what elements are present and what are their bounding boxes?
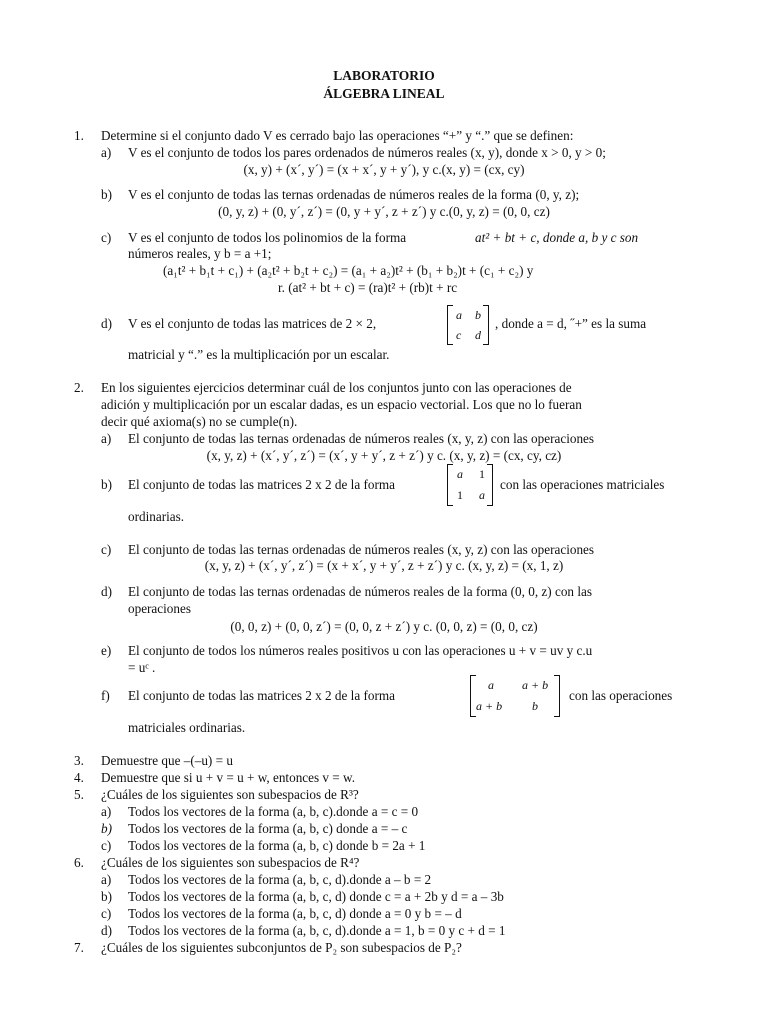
- matrix-cell: b: [532, 699, 538, 713]
- q2f-matrix: [470, 675, 560, 717]
- q6-text: ¿Cuáles de los siguientes son subespacios de R⁴?: [101, 855, 360, 870]
- q2b-matrix: [447, 464, 493, 506]
- q1c-label: c): [101, 230, 112, 245]
- q2a-operations: (x, y, z) + (x´, y´, z´) = (x´, y + y´, z + z´) y c. (x, y, z) = (cx, cy, cz): [206, 448, 562, 463]
- q5a-text: Todos los vectores de la forma (a, b, c).donde a = c = 0: [128, 804, 419, 819]
- q2f-label: f): [101, 688, 110, 703]
- bracket-right: [487, 464, 493, 506]
- q6c-text: Todos los vectores de la forma (a, b, c, d) donde a = 0 y b = – d: [128, 906, 462, 921]
- bracket-right: [554, 675, 560, 717]
- q5b-text: Todos los vectores de la forma (a, b, c) donde a = – c: [128, 821, 408, 836]
- q5b-label: b): [101, 821, 112, 836]
- q2c-text: El conjunto de todas las ternas ordenadas de números reales (x, y, z) con las operaciones: [128, 542, 595, 557]
- q1b-operations: (0, y, z) + (0, y´, z´) = (0, y + y´, z + z´) y c.(0, y, z) = (0, 0, cz): [218, 204, 550, 219]
- q1a-text: V es el conjunto de todos los pares ordenados de números reales (x, y), donde x > 0, y > 0;: [128, 145, 606, 160]
- q2e-text-2: = uᶜ .: [128, 660, 156, 675]
- q2c-operations: (x, y, z) + (x´, y´, z´) = (x + x´, y + y´, z + z´) y c. (x, y, z) = (x, 1, z): [204, 558, 564, 573]
- matrix-cell: b: [475, 308, 481, 322]
- q2e-text-1: El conjunto de todos los números reales positivos u con las operaciones u + v = uv y c.u: [128, 643, 593, 658]
- q1d-text-b: , donde a = d, ˝+” es la suma: [495, 316, 647, 331]
- q3-text: Demuestre que –(–u) = u: [101, 753, 233, 768]
- q2d-text-2: operaciones: [128, 601, 191, 616]
- q6b-label: b): [101, 889, 112, 904]
- q6a-label: a): [101, 872, 112, 887]
- matrix-cell: a: [479, 488, 485, 502]
- q1c-text-2: números reales, y b = a +1;: [128, 246, 272, 261]
- q5-number: 5.: [74, 787, 84, 802]
- q2-number: 2.: [74, 380, 84, 395]
- title-laboratorio: LABORATORIO: [333, 68, 435, 83]
- q2b-text-after: con las operaciones matriciales: [500, 477, 665, 492]
- q2f-text: El conjunto de todas las matrices 2 x 2 de la forma: [128, 688, 395, 703]
- q1b-label: b): [101, 187, 112, 202]
- q2d-text-1: El conjunto de todas las ternas ordenadas de números reales de la forma (0, 0, z) con las: [128, 584, 592, 599]
- q5c-label: c): [101, 838, 112, 853]
- matrix-cell: a: [456, 308, 462, 322]
- matrix-cell: c: [456, 328, 462, 342]
- q2d-operations: (0, 0, z) + (0, 0, z´) = (0, 0, z + z´) y c. (0, 0, z) = (0, 0, cz): [230, 619, 538, 634]
- q1-statement: Determine si el conjunto dado V es cerrado bajo las operaciones “+” y “.” que se definen:: [101, 128, 574, 143]
- q1d-text-2: matricial y “.” es la multiplicación por un escalar.: [128, 347, 390, 362]
- bracket-left: [447, 464, 453, 506]
- q2-line-1: En los siguientes ejercicios determinar cuál de los conjuntos junto con las operaciones de: [101, 380, 572, 395]
- q2-line-3: decir qué axioma(s) no se cumple(n).: [101, 414, 298, 429]
- q1d-text-a: V es el conjunto de todas las matrices de 2 × 2,: [128, 316, 377, 331]
- q2a-label: a): [101, 431, 112, 446]
- title-algebra-lineal: ÁLGEBRA LINEAL: [323, 86, 445, 101]
- q1d-matrix: [447, 305, 489, 345]
- q2f-text-after: con las operaciones: [569, 688, 673, 703]
- q1c-text-b: at² + bt + c, donde a, b y c son: [475, 230, 639, 245]
- q1c-operations-1: (a₁t² + b₁t + c₁) + (a₂t² + b₂t + c₂) = (a₁ + a₂)t² + (b₁ + b₂)t + (c₁ + c₂) y: [163, 263, 534, 278]
- matrix-cell: a: [488, 678, 494, 692]
- matrix-cell: a: [457, 467, 463, 481]
- matrix-cell: 1: [479, 467, 485, 481]
- q2-line-2: adición y multiplicación por un escalar dadas, es un espacio vectorial. Los que no lo fueran: [101, 397, 582, 412]
- matrix-cell: d: [475, 328, 481, 342]
- q5-text: ¿Cuáles de los siguientes son subespacios de R³?: [101, 787, 359, 802]
- q4-text: Demuestre que si u + v = u + w, entonces v = w.: [101, 770, 356, 785]
- matrix-cell: a + b: [522, 678, 549, 692]
- matrix-cell: 1: [457, 488, 463, 502]
- q2f-text-2: matriciales ordinarias.: [128, 720, 246, 735]
- q1d-label: d): [101, 316, 112, 331]
- q1-number: 1.: [74, 128, 84, 143]
- q7-number: 7.: [74, 940, 84, 955]
- bracket-right: [483, 305, 489, 345]
- q1c-text-a: V es el conjunto de todos los polinomios de la forma: [128, 230, 407, 245]
- q6d-text: Todos los vectores de la forma (a, b, c, d).donde a = 1, b = 0 y c + d = 1: [128, 923, 506, 938]
- q6b-text: Todos los vectores de la forma (a, b, c, d) donde c = a + 2b y d = a – 3b: [128, 889, 504, 904]
- q2a-text: El conjunto de todas las ternas ordenadas de números reales (x, y, z) con las operaciones: [128, 431, 595, 446]
- q2b-text: El conjunto de todas las matrices 2 x 2 de la forma: [128, 477, 395, 492]
- bracket-left: [447, 305, 453, 345]
- q1c-operations-2: r. (at² + bt + c) = (ra)t² + (rb)t + rc: [278, 280, 458, 295]
- matrix-cell: a + b: [476, 699, 503, 713]
- q2c-label: c): [101, 542, 112, 557]
- q5a-label: a): [101, 804, 112, 819]
- q2b-text-2: ordinarias.: [128, 509, 185, 524]
- q1b-text: V es el conjunto de todas las ternas ordenadas de números reales de la forma (0, y, z);: [128, 187, 580, 202]
- q7-text: ¿Cuáles de los siguientes subconjuntos de P₂ son subespacios de P₂?: [101, 940, 462, 955]
- q1a-label: a): [101, 145, 112, 160]
- q2b-label: b): [101, 477, 112, 492]
- q6c-label: c): [101, 906, 112, 921]
- q2e-label: e): [101, 643, 112, 658]
- q6d-label: d): [101, 923, 112, 938]
- q4-number: 4.: [74, 770, 84, 785]
- q3-number: 3.: [74, 753, 84, 768]
- q2d-label: d): [101, 584, 112, 599]
- q1a-operations: (x, y) + (x´, y´) = (x + x´, y + y´), y c.(x, y) = (cx, cy): [243, 162, 525, 177]
- q5c-text: Todos los vectores de la forma (a, b, c) donde b = 2a + 1: [128, 838, 426, 853]
- q6a-text: Todos los vectores de la forma (a, b, c, d).donde a – b = 2: [128, 872, 432, 887]
- q6-number: 6.: [74, 855, 84, 870]
